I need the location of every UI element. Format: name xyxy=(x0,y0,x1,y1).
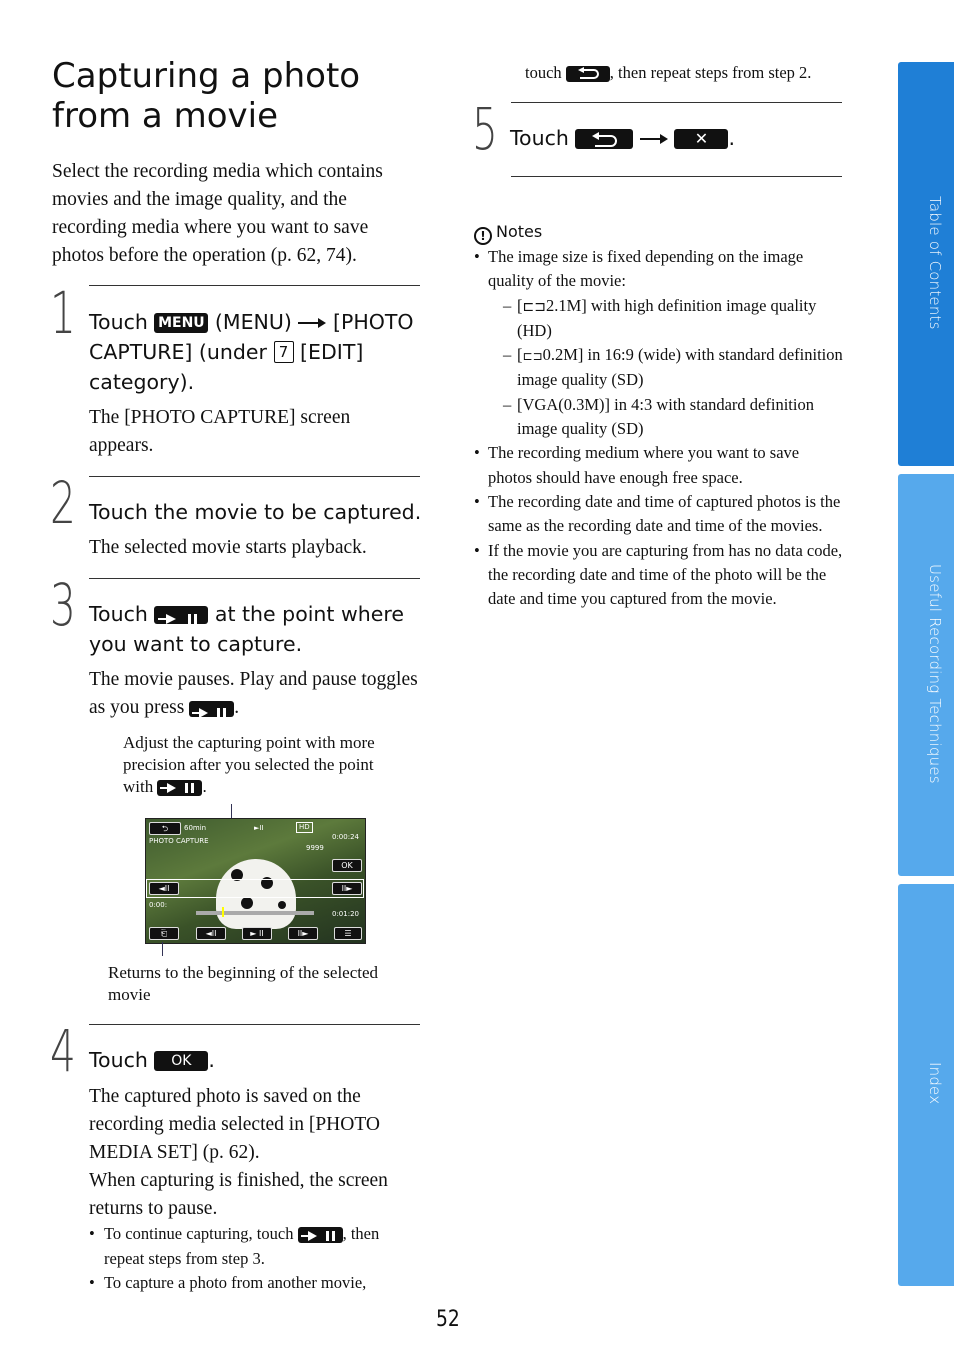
bullet-text: To capture a photo from another movie, xyxy=(104,1273,367,1292)
step-number: 2 xyxy=(50,469,76,537)
play-icon: ► II xyxy=(242,927,272,940)
option-icon: ☰ xyxy=(334,927,362,940)
counter-left: 0:00: xyxy=(149,901,168,909)
edit-category-icon: 7 xyxy=(274,341,294,363)
tab-label: Useful Recording Techniques xyxy=(926,564,944,784)
callout-text: Adjust the capturing point with more precision after you selected the point with xyxy=(123,733,375,796)
step-4-continued xyxy=(525,62,855,84)
wide-size-icon: ⊏⊐ xyxy=(522,349,543,364)
step-text: Touch xyxy=(89,602,148,626)
list-item xyxy=(474,441,846,490)
step-4-bullets xyxy=(89,1222,419,1296)
divider xyxy=(511,102,842,103)
back-button-icon xyxy=(575,129,633,149)
callout-line xyxy=(162,942,163,956)
bullet-text: To continue capturing, touch xyxy=(104,1224,294,1243)
note-text: The image size is fixed depending on the image quality of the movie: xyxy=(488,247,804,291)
bullet-text: touch xyxy=(525,63,562,82)
step-5-heading xyxy=(510,123,850,153)
list-item xyxy=(488,393,846,442)
note-text: [VGA(0.3M)] in 4:3 with standard definition image quality (SD) xyxy=(517,394,814,439)
step-4-body-a: The captured photo is saved on the recording media selected in [PHOTO MEDIA SET] (p. 62). xyxy=(89,1086,380,1163)
arrow-right-icon xyxy=(640,134,668,144)
menu-button-icon: MENU xyxy=(154,313,208,333)
note-text: 2.1M] with high definition image quality (HD) xyxy=(517,295,817,340)
play-pause-button-icon xyxy=(154,606,208,624)
list-item xyxy=(474,245,846,441)
step-text: . xyxy=(208,1048,215,1072)
callout-top xyxy=(123,732,393,798)
list-item xyxy=(474,490,846,539)
step-2-body: The selected movie starts playback. xyxy=(89,537,367,558)
back-icon: ⮌ xyxy=(149,822,181,835)
divider xyxy=(89,285,420,286)
ok-button-icon: OK xyxy=(332,859,362,872)
step-4-body-b: When capturing is finished, the screen returns to pause. xyxy=(89,1170,388,1219)
step-text: Touch xyxy=(89,310,148,334)
hd-icon: HD xyxy=(296,822,313,833)
step-back-icon: ◄II xyxy=(149,882,179,895)
callout-text: . xyxy=(202,777,207,796)
divider xyxy=(89,476,420,477)
step-forward-icon: II► xyxy=(332,882,362,895)
step-text: Touch xyxy=(510,126,569,150)
bullet-text: , then repeat steps from step 3. xyxy=(104,1224,380,1268)
arrow-right-icon xyxy=(298,318,326,328)
step-text: The movie pauses. Play and pause toggles as you press xyxy=(89,669,418,718)
step-text: Touch xyxy=(89,1048,148,1072)
tab-useful-recording-techniques[interactable] xyxy=(894,470,954,880)
step-text: (MENU) xyxy=(214,310,292,334)
tab-label: Table of Contents xyxy=(926,196,944,330)
time-top: 0:00:24 xyxy=(332,833,359,841)
bullet-item: • To capture a photo from another movie, xyxy=(89,1273,367,1292)
step-4-heading xyxy=(89,1045,429,1075)
step-number: 1 xyxy=(50,279,76,347)
step-1-body: The [PHOTO CAPTURE] screen appears. xyxy=(89,407,351,456)
step-text: [PHOTO CAPTURE] (under xyxy=(89,310,414,364)
note-text: If the movie you are capturing from has no data code, the recording date and time of the photo will be the date and time you captured from the movie. xyxy=(488,540,843,609)
camera-screen-image xyxy=(145,818,366,944)
page-number: 52 xyxy=(436,1307,460,1332)
notes-list xyxy=(474,245,846,611)
play-pause-icon: ►II xyxy=(254,824,264,832)
note-text: The recording date and time of captured photos is the same as the recording date and time of the movies. xyxy=(488,491,841,536)
play-pause-button-icon xyxy=(157,780,202,796)
step-text: at the point where you want to capture. xyxy=(89,602,404,656)
tab-label: Index xyxy=(926,1062,944,1105)
close-button-icon: ✕ xyxy=(674,129,728,149)
ok-button-icon: OK xyxy=(154,1051,208,1071)
callout-bottom: Returns to the beginning of the selected movie xyxy=(108,963,379,1004)
list-item: – [⊏⊐0.2M] in 16:9 (wide) with standard definition image quality (SD) xyxy=(488,343,846,393)
next-movie-icon: II► xyxy=(288,927,318,940)
notes-icon: ! xyxy=(474,227,492,245)
tab-table-of-contents[interactable] xyxy=(894,58,954,470)
time-bottom: 0:01:20 xyxy=(332,910,359,918)
divider xyxy=(511,176,842,177)
step-2-heading: Touch the movie to be captured. xyxy=(89,500,422,524)
progress-marker xyxy=(222,907,224,917)
bullet-item: • To continue capturing, touch , then repeat steps from step 3. xyxy=(89,1224,380,1268)
back-button-icon xyxy=(566,66,610,82)
step-number: 5 xyxy=(472,95,498,163)
divider xyxy=(89,578,420,579)
photo-capture-label: PHOTO CAPTURE xyxy=(149,837,209,845)
step-3-heading xyxy=(89,599,429,659)
notes-title: Notes xyxy=(496,222,543,241)
return-start-icon: ⎗ xyxy=(149,927,179,940)
page-title: Capturing a photo from a movie xyxy=(52,56,361,136)
play-pause-button-icon xyxy=(189,701,234,717)
prev-movie-icon: ◄II xyxy=(196,927,226,940)
play-pause-button-icon xyxy=(298,1227,343,1243)
list-item xyxy=(474,539,846,612)
divider xyxy=(89,1024,420,1025)
step-number: 4 xyxy=(50,1017,76,1085)
note-text: The recording medium where you want to save photos should have enough free space. xyxy=(488,443,800,487)
notes-heading xyxy=(474,221,542,245)
intro-text: Select the recording media which contains movies and the image quality, and the recording media where you want to save photos before the operation (p. 62, 74). xyxy=(52,161,383,266)
step-text: . xyxy=(728,126,735,150)
sub-list xyxy=(488,294,846,442)
photo-count: 9999 xyxy=(306,844,324,852)
tab-index[interactable] xyxy=(894,880,954,1290)
remaining-time: 60min xyxy=(184,824,207,832)
note-text: 0.2M] in 16:9 (wide) with standard definition image quality (SD) xyxy=(517,345,843,390)
step-text: . xyxy=(234,697,240,718)
step-3-body xyxy=(89,666,419,722)
list-item: – [⊏⊐2.1M] with high definition image quality (HD) xyxy=(488,294,846,344)
bullet-text: , then repeat steps from step 2. xyxy=(609,63,812,82)
hd-size-icon: ⊏⊐ xyxy=(522,298,546,315)
step-text: [EDIT] category). xyxy=(89,340,364,394)
step-1-heading xyxy=(89,307,429,397)
progress-track xyxy=(196,911,314,915)
step-number: 3 xyxy=(50,571,76,639)
